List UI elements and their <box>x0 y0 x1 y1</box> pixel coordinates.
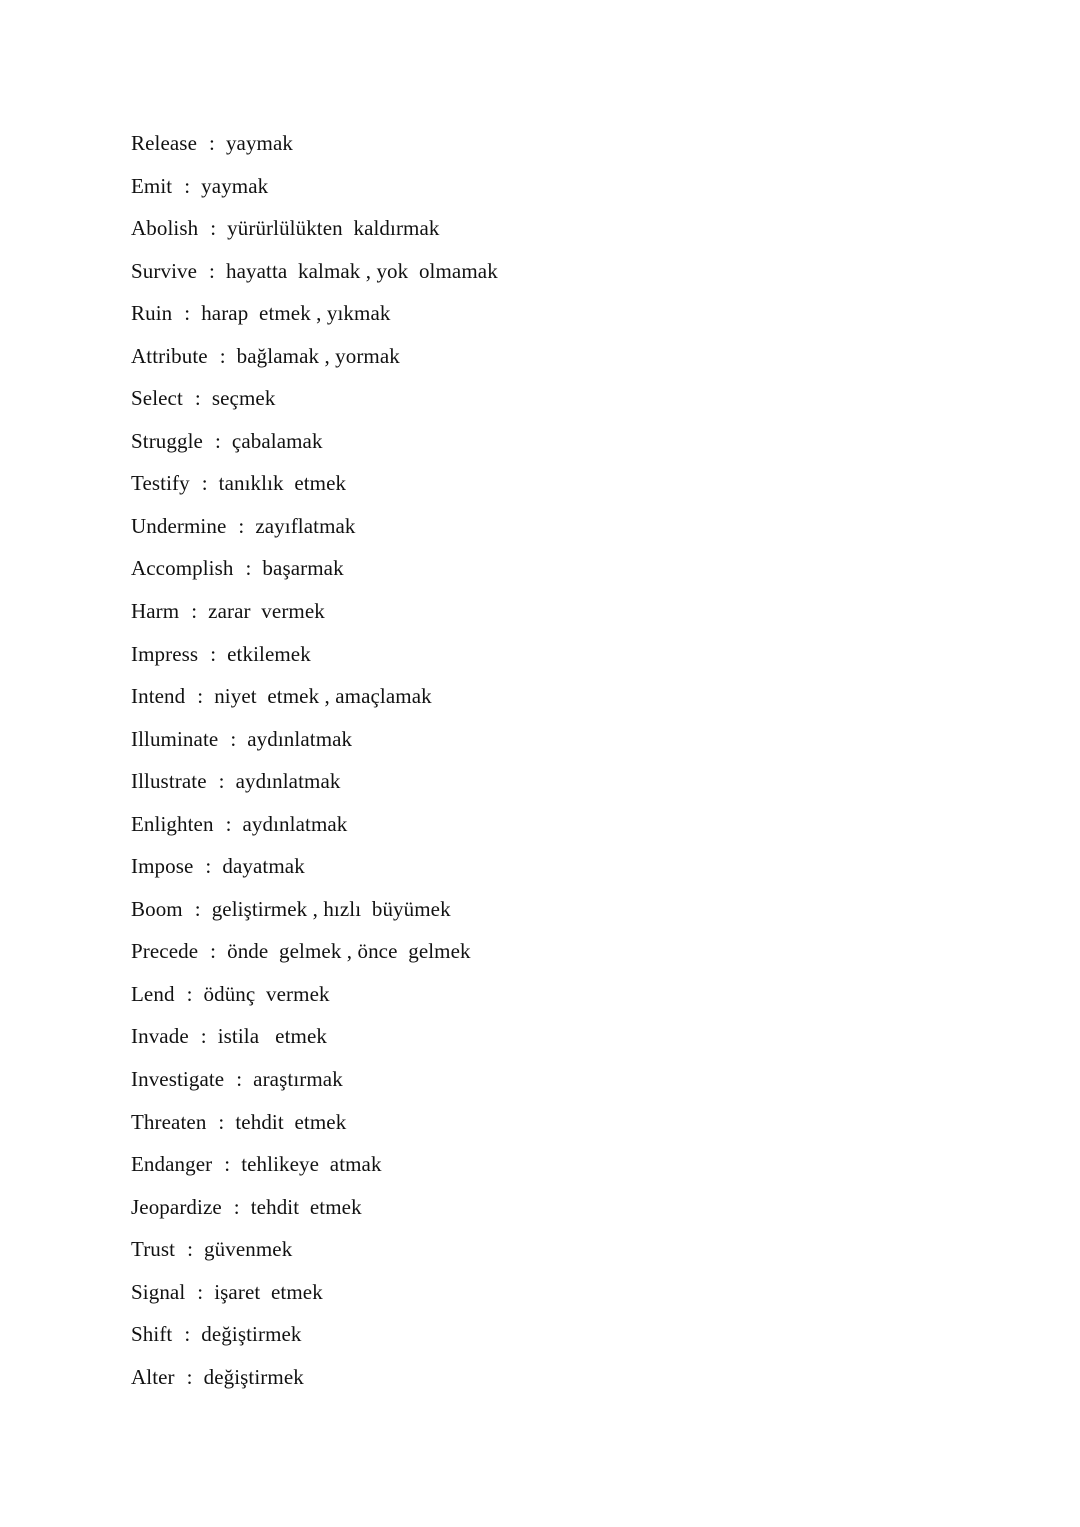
vocab-entry <box>131 1317 498 1360</box>
vocab-meaning: yaymak <box>225 131 294 155</box>
separator: : <box>218 769 225 794</box>
vocab-term: Select <box>131 386 183 411</box>
vocab-entry <box>131 1062 498 1105</box>
vocab-entry <box>131 594 498 637</box>
vocab-meaning: değiştirmek <box>201 1322 302 1347</box>
separator: : <box>224 1152 231 1177</box>
vocab-term: Endanger <box>131 1152 213 1177</box>
vocab-term: Emit <box>131 173 173 198</box>
separator: : <box>210 939 217 964</box>
separator: : <box>197 1279 204 1304</box>
vocab-entry <box>131 764 498 807</box>
separator: : <box>186 1364 193 1389</box>
separator: : <box>194 896 201 921</box>
vocab-meaning: tanıklık etmek <box>218 471 347 496</box>
separator: : <box>230 726 237 751</box>
separator: : <box>191 599 198 624</box>
vocab-term: Invade <box>131 1024 189 1049</box>
vocab-entry <box>131 339 498 382</box>
vocab-entry <box>131 1360 498 1403</box>
vocab-term: Investigate <box>131 1067 225 1092</box>
vocab-meaning: aydınlatmak <box>235 769 341 794</box>
separator: : <box>238 513 245 538</box>
vocab-term: Impose <box>131 854 194 879</box>
vocab-meaning: zayıflatmak <box>255 513 356 538</box>
vocab-term: Accomplish <box>131 556 234 581</box>
separator: : <box>201 471 208 496</box>
separator: : <box>205 854 212 879</box>
vocab-term: Intend <box>131 684 186 709</box>
vocab-meaning: bağlamak , yormak <box>236 343 400 368</box>
vocab-meaning: aydınlatmak <box>242 811 348 836</box>
separator: : <box>233 1194 240 1219</box>
vocab-meaning: istila etmek <box>217 1024 327 1049</box>
vocab-term: Undermine <box>131 513 227 538</box>
vocab-meaning: geliştirmek , hızlı büyümek <box>211 896 451 921</box>
separator: : <box>184 173 191 198</box>
vocab-term: Ruin <box>131 301 173 326</box>
vocab-entry <box>131 934 498 977</box>
vocab-entry <box>131 679 498 722</box>
vocab-term: Attribute <box>131 343 208 368</box>
vocab-meaning: başarmak <box>262 556 344 581</box>
vocab-term: Shift <box>131 1322 173 1347</box>
vocab-term: Threaten <box>131 1109 207 1134</box>
vocab-entry <box>131 381 498 424</box>
vocab-entry <box>131 126 498 169</box>
vocab-meaning: tehlikeye atmak <box>241 1152 382 1177</box>
vocabulary-list <box>131 126 498 1402</box>
vocab-entry <box>131 849 498 892</box>
vocab-entry <box>131 807 498 850</box>
vocab-meaning: etkilemek <box>227 641 311 666</box>
vocab-meaning: yaymak <box>201 173 269 198</box>
vocab-meaning: aydınlatmak <box>247 726 353 751</box>
vocab-entry <box>131 722 498 765</box>
vocab-entry <box>131 254 498 297</box>
vocab-meaning: araştırmak <box>253 1067 343 1092</box>
vocab-meaning: güvenmek <box>204 1237 293 1262</box>
vocab-term: Signal <box>131 1279 186 1304</box>
vocab-entry <box>131 1147 498 1190</box>
separator: : <box>225 811 232 836</box>
separator: : <box>197 684 204 709</box>
separator: : <box>184 301 191 326</box>
vocab-term: Survive <box>131 258 198 283</box>
separator: : <box>186 981 193 1006</box>
vocab-meaning: ödünç vermek <box>203 981 330 1006</box>
vocab-entry <box>131 1275 498 1318</box>
vocab-entry <box>131 637 498 680</box>
separator: : <box>210 216 217 241</box>
vocab-entry <box>131 892 498 935</box>
vocab-term: Abolish <box>131 216 199 241</box>
vocab-meaning: işaret etmek <box>214 1279 323 1304</box>
vocab-meaning: yürürlülükten kaldırmak <box>227 216 440 241</box>
vocab-entry <box>131 211 498 254</box>
vocab-meaning: harap etmek , yıkmak <box>201 301 391 326</box>
vocab-entry <box>131 296 498 339</box>
vocab-term: Enlighten <box>131 811 214 836</box>
vocab-meaning: tehdit etmek <box>250 1194 362 1219</box>
vocab-entry <box>131 977 498 1020</box>
vocab-entry <box>131 169 498 212</box>
separator: : <box>209 258 215 283</box>
vocab-term: Illustrate <box>131 769 207 794</box>
vocab-meaning: değiştirmek <box>203 1364 304 1389</box>
separator: : <box>187 1237 194 1262</box>
vocab-meaning: dayatmak <box>222 854 305 879</box>
vocab-entry <box>131 1190 498 1233</box>
vocab-term: Lend <box>131 981 175 1006</box>
separator: : <box>184 1322 191 1347</box>
separator: : <box>210 641 217 666</box>
vocab-entry <box>131 509 498 552</box>
vocab-entry <box>131 1019 498 1062</box>
vocab-meaning: önde gelmek , önce gelmek <box>227 939 471 964</box>
vocab-term: Jeopardize <box>131 1194 222 1219</box>
vocab-term: Illuminate <box>131 726 219 751</box>
vocab-meaning: hayatta kalmak , yok olmamak <box>225 258 498 283</box>
vocab-meaning: çabalamak <box>231 428 323 453</box>
vocab-entry <box>131 1232 498 1275</box>
vocab-term: Harm <box>131 599 180 624</box>
separator: : <box>236 1067 243 1092</box>
vocab-entry <box>131 551 498 594</box>
separator: : <box>245 556 252 581</box>
vocab-meaning: zarar vermek <box>208 599 325 624</box>
vocab-entry <box>131 424 498 467</box>
separator: : <box>194 386 201 411</box>
separator: : <box>214 428 221 453</box>
vocab-term: Release <box>131 131 197 155</box>
vocab-meaning: seçmek <box>211 386 276 411</box>
vocab-term: Alter <box>131 1364 175 1389</box>
separator: : <box>218 1109 225 1134</box>
vocab-meaning: niyet etmek , amaçlamak <box>214 684 432 709</box>
separator: : <box>219 343 226 368</box>
vocab-meaning: tehdit etmek <box>235 1109 347 1134</box>
vocab-term: Boom <box>131 896 183 921</box>
vocab-term: Testify <box>131 471 190 496</box>
vocab-entry <box>131 1105 498 1148</box>
vocab-term: Trust <box>131 1237 176 1262</box>
vocab-entry <box>131 466 498 509</box>
vocab-term: Impress <box>131 641 199 666</box>
separator: : <box>209 131 215 155</box>
vocab-term: Struggle <box>131 428 203 453</box>
separator: : <box>200 1024 207 1049</box>
vocab-term: Precede <box>131 939 199 964</box>
